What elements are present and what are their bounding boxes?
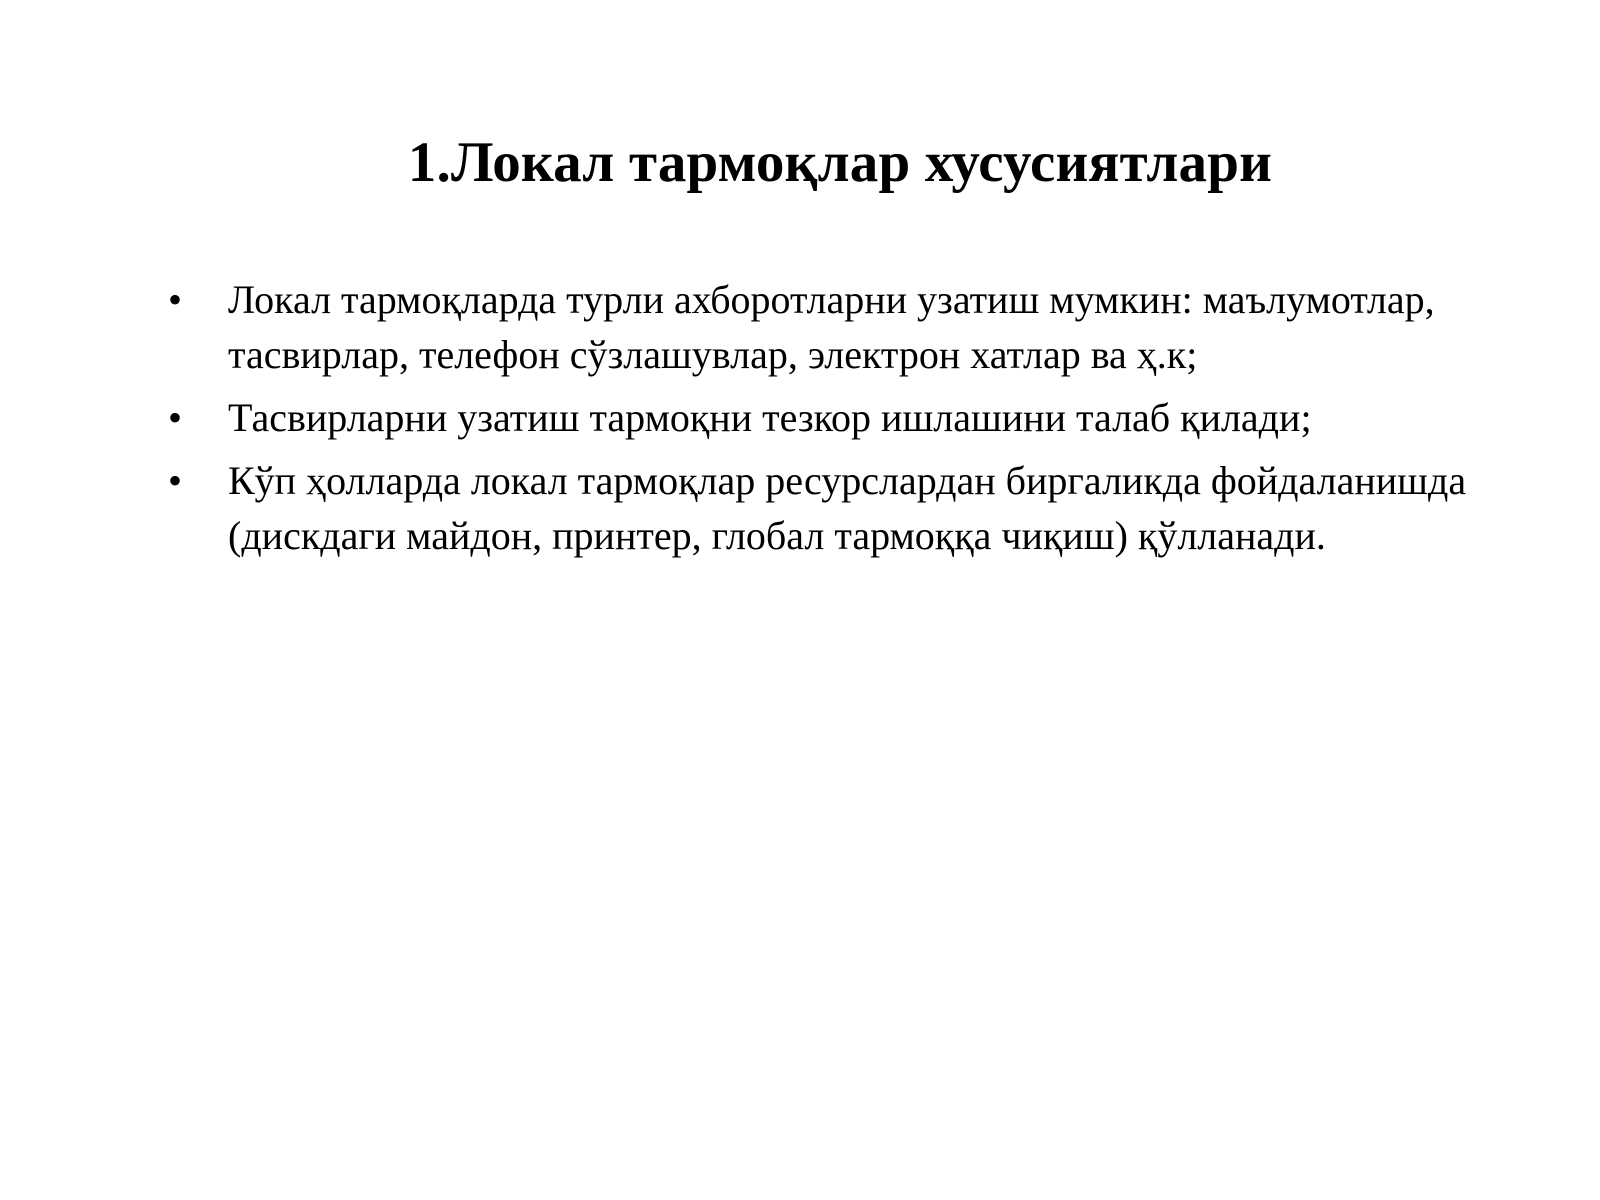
bullet-text: Кўп ҳолларда локал тармоқлар ресурслардан биргаликда фойдаланишда (дискдаги майдон, принтер, глобал тармоққа чиқиш) қўлланади. xyxy=(228,458,1467,558)
bullet-item-1 xyxy=(160,272,1520,382)
slide-title: 1.Локал тармоқлар хусусиятлари xyxy=(407,131,1273,194)
bullet-item-3 xyxy=(160,453,1520,563)
bullet-dot-icon: • xyxy=(167,395,182,440)
bullet-text: Локал тармоқларда турли ахборотларни узатиш мумкин: маълумотлар, тасвирлар, телефон сўзлашувлар, электрон хатлар ва ҳ.к; xyxy=(228,277,1435,377)
bullet-dot-icon: • xyxy=(167,277,182,322)
bullet-text: Тасвирларни узатиш тармоқни тезкор ишлашини талаб қилади; xyxy=(228,395,1312,440)
slide-body xyxy=(160,272,1520,571)
bullet-item-2 xyxy=(160,390,1520,445)
bullet-dot-icon: • xyxy=(167,458,182,503)
bullet-list xyxy=(160,272,1520,563)
